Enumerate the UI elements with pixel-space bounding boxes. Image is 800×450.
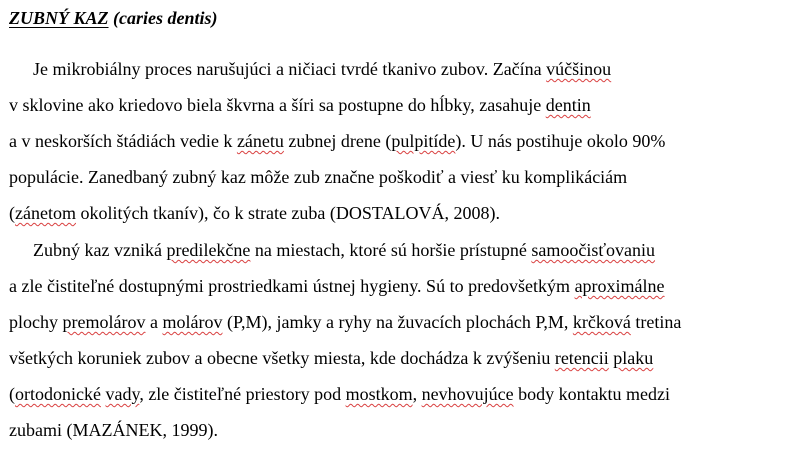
text-segment: okolitých tkanív), čo k strate zuba (DOSTALOVÁ, 2008).: [75, 203, 500, 223]
document-heading: [9, 7, 218, 29]
spellcheck-flagged-word: zánetu: [236, 131, 284, 151]
text-line: [9, 166, 627, 188]
text-line: [9, 94, 591, 116]
spellcheck-flagged-word: retencii: [554, 348, 609, 368]
text-line: [9, 347, 653, 369]
spellcheck-flagged-word: dentin: [545, 95, 591, 115]
text-segment: (: [9, 384, 15, 404]
text-segment: a v neskorších štádiách vedie k: [9, 131, 237, 151]
spellcheck-flagged-word: vady: [105, 384, 140, 404]
spellcheck-flagged-word: aproximálne: [574, 276, 665, 296]
text-segment: v sklovine ako kriedovo biela škvrna a šíri sa postupne do hĺbky, zasahuje: [9, 95, 546, 115]
text-line: [33, 58, 611, 80]
spellcheck-flagged-word: predilekčne: [166, 240, 251, 260]
text-segment: zubami (MAZÁNEK, 1999).: [9, 420, 218, 440]
spellcheck-flagged-word: vúčšinou: [546, 59, 612, 79]
text-segment: všetkých koruniek zubov a obecne všetky miesta, kde dochádza k zvýšeniu: [9, 348, 555, 368]
text-line: [9, 275, 665, 297]
spellcheck-flagged-word: molárov: [162, 312, 223, 332]
text-line: [33, 239, 655, 261]
text-segment: body kontaktu medzi: [513, 384, 671, 404]
spellcheck-flagged-word: samoočisťovaniu: [531, 240, 656, 260]
spellcheck-flagged-word: pulpitíde: [391, 131, 456, 151]
text-line: [9, 311, 681, 333]
text-segment: Zubný kaz vzniká: [33, 240, 167, 260]
text-line: [9, 419, 218, 441]
text-segment: (P,M), jamky a ryhy na žuvacích plochách P,M,: [222, 312, 573, 332]
spellcheck-flagged-word: zánetom: [15, 203, 76, 223]
spellcheck-flagged-word: mostkom: [345, 384, 413, 404]
text-segment: na miestach, ktoré sú horšie prístupné: [250, 240, 532, 260]
spellcheck-flagged-word: plaku: [613, 348, 654, 368]
spellcheck-flagged-word: premolárov: [62, 312, 146, 332]
spellcheck-flagged-word: nevhovujúce: [421, 384, 514, 404]
text-segment: (: [9, 203, 15, 223]
text-segment: ,: [412, 384, 422, 404]
heading-latin-term: (caries dentis): [113, 8, 218, 28]
text-segment: plochy: [9, 312, 63, 332]
text-segment: populácie. Zanedbaný zubný kaz môže zub značne poškodiť a viesť ku komplikáciám: [9, 167, 628, 187]
text-segment: zubnej drene (: [283, 131, 392, 151]
text-line: [9, 383, 670, 405]
text-segment: Je mikrobiálny proces narušujúci a ničiaci tvrdé tkanivo zubov. Začína: [33, 59, 547, 79]
text-segment: tretina: [630, 312, 682, 332]
heading-title: ZUBNÝ KAZ: [9, 8, 109, 28]
text-segment: , zle čistiteľné priestory pod: [139, 384, 346, 404]
text-segment: a zle čistiteľné dostupnými prostriedkami ústnej hygieny. Sú to predovšetkým: [9, 276, 575, 296]
text-line: [9, 202, 500, 224]
spellcheck-flagged-word: krčková: [572, 312, 631, 332]
text-line: [9, 130, 665, 152]
text-segment: ). U nás postihuje okolo 90%: [455, 131, 666, 151]
spellcheck-flagged-word: ortodonické: [15, 384, 101, 404]
text-segment: a: [145, 312, 163, 332]
